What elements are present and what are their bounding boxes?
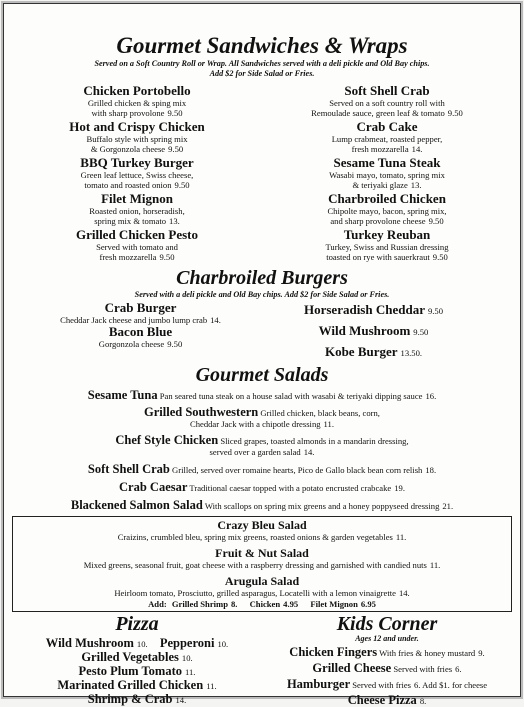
menu-page bbox=[3, 3, 521, 707]
menu-item: Grilled Vegetables 10. bbox=[81, 650, 193, 664]
menu-item: BBQ Turkey Burger Green leaf lettuce, Swiss cheese, tomato and roasted onion 9.50 bbox=[80, 155, 194, 190]
burgers-title: Charbroiled Burgers bbox=[176, 267, 348, 289]
menu-item: Chicken Portobello Grilled chicken & sping mix with sharp provolone 9.50 bbox=[83, 83, 191, 118]
menu-item: Hamburger Served with fries 6. Add $1. for cheese bbox=[286, 677, 488, 691]
kids-section bbox=[262, 614, 520, 707]
menu-item: Crab Burger Cheddar Jack cheese and jumbo lump crab 14. bbox=[60, 300, 221, 325]
sandwiches-title: Gourmet Sandwiches & Wraps bbox=[116, 33, 408, 58]
menu-item: Chicken Fingers With fries & honey mustard 9. bbox=[289, 645, 485, 659]
sandwiches-subtitle: Served on a Soft Country Roll or Wrap. All Sandwiches served with a deli pickle and Old Bay chips. bbox=[94, 59, 430, 68]
salads-title: Gourmet Salads bbox=[195, 364, 329, 386]
menu-item: Chef Style Chicken Sliced grapes, toasted almonds in a mandarin dressing, served over a garden salad 14. bbox=[115, 433, 409, 457]
menu-item: Soft Shell Crab Grilled, served over romaine hearts, Pico de Gallo black bean corn relish 18. bbox=[87, 462, 437, 476]
menu-item: Crab Caesar Traditional caesar topped with a potato encrusted crabcake 19. bbox=[119, 480, 405, 494]
menu-item: Kobe Burger 13.50. bbox=[324, 344, 423, 359]
burgers-left-column bbox=[4, 301, 257, 363]
sandwiches-left-column bbox=[4, 84, 262, 264]
menu-item: Arugula Salad Heirloom tomato, Prosciutto, grilled asparagus, Locatelli with a lemon vinaigrette 14. bbox=[114, 574, 410, 598]
pizza-kids-section bbox=[4, 614, 520, 707]
menu-item: Marinated Grilled Chicken 11. bbox=[57, 678, 217, 692]
menu-item: Grilled Chicken Pesto Served with tomato and fresh mozzarella 9.50 bbox=[75, 227, 199, 262]
menu-item: Wild Mushroom 10. Pepperoni 10. bbox=[45, 636, 229, 650]
salads-section bbox=[4, 365, 520, 612]
menu-item: Charbroiled Chicken Chipolte mayo, bacon, spring mix, and sharp provolone cheese 9.50 bbox=[327, 191, 447, 226]
menu-item: Turkey Reuban Turkey, Swiss and Russian dressing toasted on rye with sauerkraut 9.50 bbox=[325, 227, 449, 262]
pizza-title: Pizza bbox=[115, 613, 159, 635]
menu-item: Blackened Salmon Salad With scallops on spring mix greens and a honey poppyseed dressing 21. bbox=[70, 498, 454, 512]
featured-salads-box bbox=[12, 516, 512, 612]
menu-item: Grilled Cheese Served with fries 6. bbox=[312, 661, 462, 675]
pizza-section bbox=[4, 614, 262, 707]
burgers-subtitle: Served with a deli pickle and Old Bay chips. Add $2 for Side Salad or Fries. bbox=[134, 290, 390, 299]
menu-item: Sesame Tuna Steak Wasabi mayo, tomato, spring mix & teriyaki glaze 13. bbox=[329, 155, 445, 190]
burgers-section bbox=[4, 268, 520, 363]
burgers-right-column bbox=[257, 301, 520, 363]
menu-item: Filet Mignon Roasted onion, horseradish, spring mix & tomato 13. bbox=[89, 191, 185, 226]
menu-item: Wild Mushroom 9.50 bbox=[318, 323, 429, 338]
menu-item: Soft Shell Crab Served on a soft country roll with Remoulade sauce, green leaf & tomato 9.50 bbox=[311, 83, 463, 118]
menu-item: Horseradish Cheddar 9.50 bbox=[303, 302, 444, 317]
menu-item: Pesto Plum Tomato 11. bbox=[78, 664, 196, 678]
salad-add-ons: Add: Grilled Shrimp 8. Chicken 4.95 Filet Mignon 6.95 bbox=[148, 599, 376, 609]
menu-item: Sesame Tuna Pan seared tuna steak on a house salad with wasabi & teriyaki dipping sauce 16. bbox=[87, 388, 437, 402]
menu-item: Grilled Southwestern Grilled chicken, black beans, corn, Cheddar Jack with a chipotle dressing 11. bbox=[144, 405, 380, 429]
kids-subtitle: Ages 12 and under. bbox=[355, 634, 419, 643]
menu-item: Bacon Blue Gorgonzola cheese 9.50 bbox=[98, 324, 183, 349]
menu-item: Crazy Bleu Salad Craizins, crumbled bleu, spring mix greens, roasted onions & garden vegetables 11. bbox=[117, 518, 407, 542]
menu-item: Hot and Crispy Chicken Buffalo style with spring mix & Gorgonzola cheese 9.50 bbox=[69, 119, 205, 154]
menu-item: Crab Cake Lump crabmeat, roasted pepper, fresh mozzarella 14. bbox=[331, 119, 443, 154]
sandwiches-right-column bbox=[262, 84, 520, 264]
menu-item: Shrimp & Crab 14. bbox=[87, 692, 187, 706]
menu-item: Cheese Pizza 8. bbox=[347, 693, 427, 707]
kids-title: Kids Corner bbox=[336, 613, 438, 635]
menu-item: Fruit & Nut Salad Mixed greens, seasonal fruit, goat cheese with a raspberry dressing and garnished with candied nuts 11. bbox=[83, 546, 441, 570]
sandwiches-subtitle-2: Add $2 for Side Salad or Fries. bbox=[209, 69, 315, 78]
sandwiches-section bbox=[4, 4, 520, 264]
